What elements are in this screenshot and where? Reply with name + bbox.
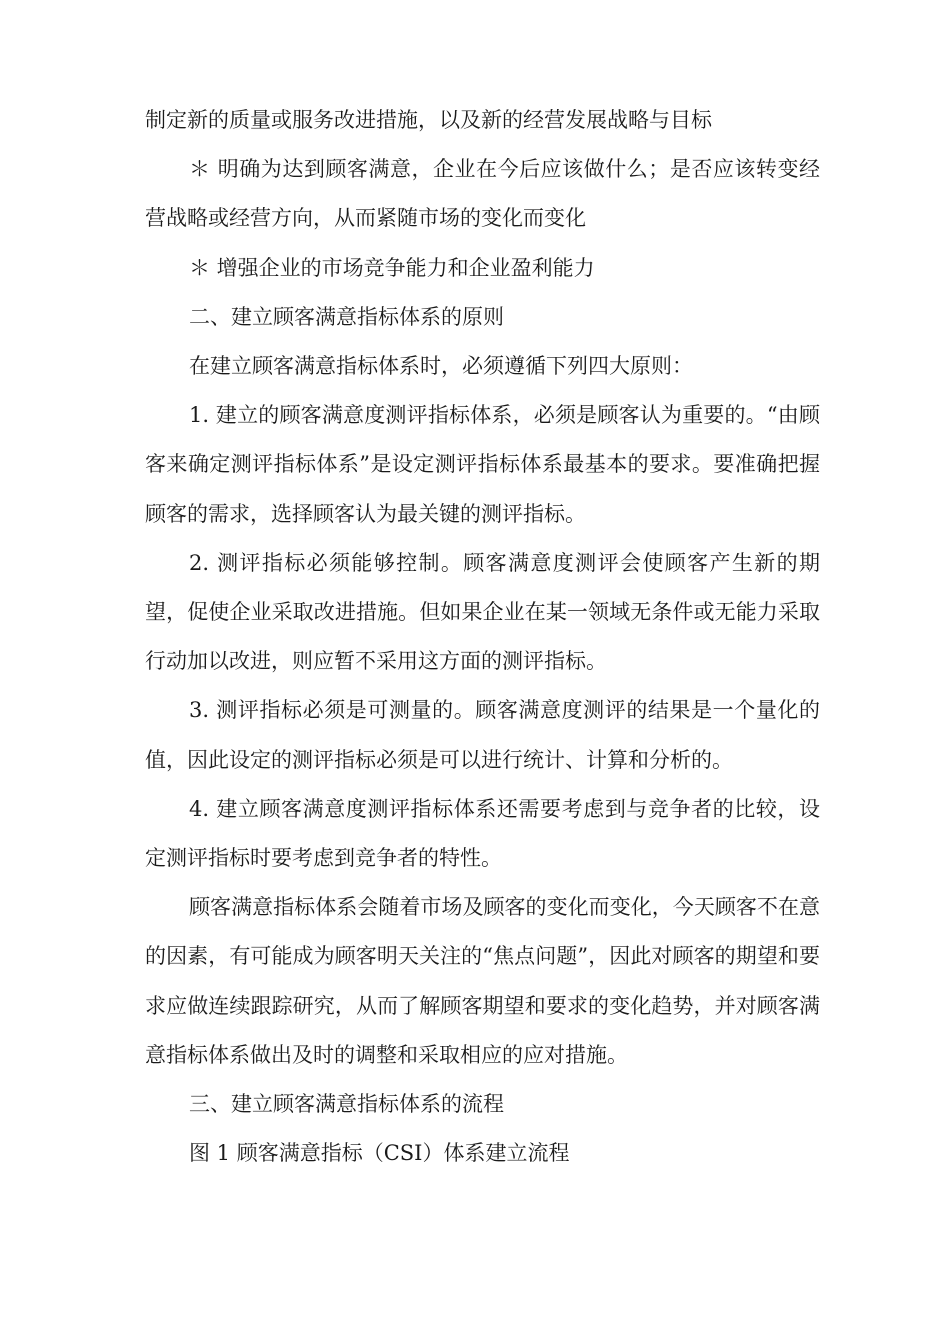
figure-caption: 图 1 顾客满意指标（CSI）体系建立流程: [189, 1141, 570, 1166]
principle-item-3: 3. 测评指标必须是可测量的。顾客满意度测评的结果是一个量化的值，因此设定的测评指标必须是可以进行统计、计算和分析的。: [145, 698, 820, 772]
principle-item-1: 1. 建立的顾客满意度测评指标体系，必须是顾客认为重要的。“由顾客来确定测评指标体系”是设定测评指标体系最基本的要求。要准确把握顾客的需求，选择顾客认为最关键的测评指标。: [145, 403, 820, 526]
document-body: [145, 96, 820, 1178]
section-heading-principles: 二、建立顾客满意指标体系的原则: [189, 304, 504, 329]
paragraph-principles-intro: 在建立顾客满意指标体系时，必须遵循下列四大原则：: [189, 354, 693, 379]
paragraph-dynamic-system: 顾客满意指标体系会随着市场及顾客的变化而变化，今天顾客不在意的因素，有可能成为顾客明天关注的“焦点问题”，因此对顾客的期望和要求应做连续跟踪研究，从而了解顾客期望和要求的变化趋势，并对顾客满意指标体系做出及时的调整和采取相应的应对措施。: [145, 895, 820, 1067]
principle-item-2: 2. 测评指标必须能够控制。顾客满意度测评会使顾客产生新的期望，促使企业采取改进措施。但如果企业在某一领域无条件或无能力采取行动加以改进，则应暂不采用这方面的测评指标。: [145, 550, 820, 674]
principle-item-4: 4. 建立顾客满意度测评指标体系还需要考虑到与竞争者的比较，设定测评指标时要考虑到竞争者的特性。: [145, 796, 820, 871]
bullet-item-goals: ＊ 明确为达到顾客满意，企业在今后应该做什么；是否应该转变经营战略或经营方向，从而紧随市场的变化而变化: [145, 157, 820, 231]
section-heading-process: 三、建立顾客满意指标体系的流程: [189, 1092, 504, 1117]
paragraph-continuation: 制定新的质量或服务改进措施，以及新的经营发展战略与目标: [145, 108, 712, 132]
bullet-item-competitiveness: ＊ 增强企业的市场竞争能力和企业盈利能力: [189, 255, 595, 280]
